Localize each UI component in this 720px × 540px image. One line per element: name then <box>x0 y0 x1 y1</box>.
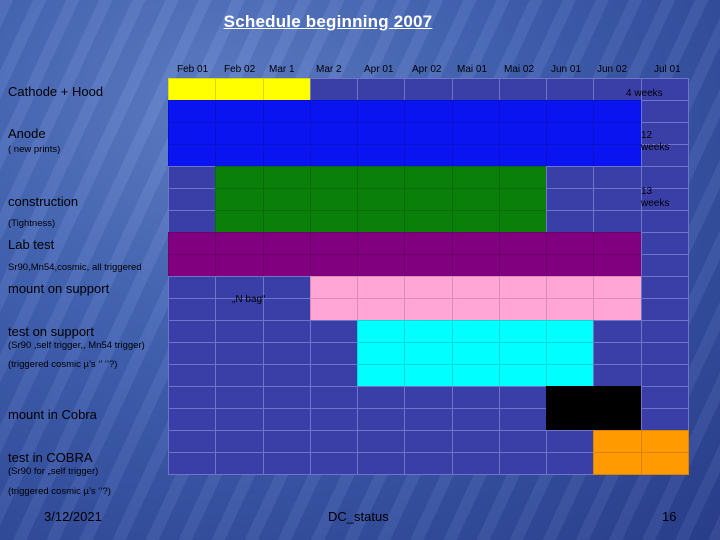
schedule-cell <box>499 122 547 145</box>
schedule-cell <box>452 254 500 277</box>
schedule-cell <box>404 408 452 431</box>
schedule-cell <box>263 386 311 409</box>
schedule-cell <box>593 276 641 299</box>
month-label: Feb 01 <box>177 64 209 75</box>
schedule-cell <box>357 144 405 167</box>
schedule-cell <box>168 144 216 167</box>
schedule-cell <box>404 386 452 409</box>
schedule-cell <box>310 166 358 189</box>
row-label-mount-cobra: mount in Cobra <box>8 407 97 422</box>
schedule-cell <box>215 254 263 277</box>
schedule-cell <box>404 364 452 387</box>
schedule-cell <box>357 430 405 453</box>
schedule-cell <box>404 144 452 167</box>
schedule-cell <box>499 276 547 299</box>
schedule-cell <box>168 364 216 387</box>
schedule-cell <box>215 122 263 145</box>
row-sub2-test-support: (triggered cosmic µ’s ‘’ ‘’?) <box>8 359 118 370</box>
schedule-cell <box>215 430 263 453</box>
schedule-cell <box>310 188 358 211</box>
row-label-cathode: Cathode + Hood <box>8 84 104 99</box>
schedule-cell <box>310 122 358 145</box>
schedule-cell <box>404 320 452 343</box>
row-sub-test-cobra: (Sr90 for „self trigger) <box>8 466 99 477</box>
schedule-cell <box>215 342 263 365</box>
schedule-cell <box>357 210 405 233</box>
schedule-cell <box>310 78 358 101</box>
schedule-cell <box>452 430 500 453</box>
schedule-cell <box>404 210 452 233</box>
schedule-cell <box>310 254 358 277</box>
schedule-cell <box>593 232 641 255</box>
schedule-cell <box>357 78 405 101</box>
schedule-cell <box>215 320 263 343</box>
schedule-cell <box>641 232 689 255</box>
schedule-cell <box>404 78 452 101</box>
schedule-cell <box>641 320 689 343</box>
row-sub-anode: ( new prints) <box>8 144 61 155</box>
schedule-cell <box>404 298 452 321</box>
schedule-cell <box>168 78 216 101</box>
row-label-construction: construction <box>8 194 79 209</box>
schedule-cell <box>499 166 547 189</box>
schedule-cell <box>499 188 547 211</box>
row-label-mount-support: mount on support <box>8 281 110 296</box>
schedule-cell <box>263 276 311 299</box>
schedule-cell <box>168 122 216 145</box>
schedule-cell <box>499 210 547 233</box>
schedule-cell <box>310 298 358 321</box>
schedule-cell <box>357 298 405 321</box>
month-label: Mai 01 <box>457 64 488 75</box>
schedule-cell <box>641 276 689 299</box>
schedule-cell <box>263 100 311 123</box>
slide-title: Schedule beginning 2007 <box>223 12 433 31</box>
month-label: Jul 01 <box>654 64 681 75</box>
schedule-cell <box>263 408 311 431</box>
schedule-cell <box>404 254 452 277</box>
schedule-cell <box>452 408 500 431</box>
month-label: Mar 1 <box>269 64 295 75</box>
schedule-cell <box>641 342 689 365</box>
schedule-cell <box>546 78 594 101</box>
schedule-cell <box>593 364 641 387</box>
schedule-cell <box>593 100 641 123</box>
schedule-cell <box>641 210 689 233</box>
schedule-cell <box>499 298 547 321</box>
schedule-cell <box>499 144 547 167</box>
schedule-cell <box>452 144 500 167</box>
schedule-cell <box>404 430 452 453</box>
schedule-cell <box>546 276 594 299</box>
schedule-cell <box>593 408 641 431</box>
schedule-grid <box>168 78 688 474</box>
schedule-cell <box>263 78 311 101</box>
schedule-cell <box>593 122 641 145</box>
schedule-cell <box>546 166 594 189</box>
schedule-cell <box>263 452 311 475</box>
schedule-cell <box>641 254 689 277</box>
schedule-cell <box>546 430 594 453</box>
schedule-cell <box>641 430 689 453</box>
schedule-cell <box>168 320 216 343</box>
schedule-cell <box>263 122 311 145</box>
schedule-cell <box>310 408 358 431</box>
schedule-cell <box>404 122 452 145</box>
schedule-cell <box>357 408 405 431</box>
schedule-cell <box>168 408 216 431</box>
row-label-test-cobra: test in COBRA <box>8 450 93 465</box>
schedule-cell <box>452 276 500 299</box>
duration-construction: 13 weeks <box>641 186 670 209</box>
schedule-cell <box>546 122 594 145</box>
schedule-cell <box>357 188 405 211</box>
schedule-cell <box>168 166 216 189</box>
schedule-cell <box>263 232 311 255</box>
schedule-cell <box>215 408 263 431</box>
month-label: Apr 01 <box>364 64 394 75</box>
schedule-cell <box>168 100 216 123</box>
schedule-cell <box>263 342 311 365</box>
annotation-n-bag: „N bag“ <box>232 294 266 305</box>
schedule-cell <box>499 386 547 409</box>
schedule-cell <box>168 298 216 321</box>
footer-title: DC_status <box>328 509 389 524</box>
schedule-cell <box>215 144 263 167</box>
schedule-cell <box>452 386 500 409</box>
schedule-cell <box>546 100 594 123</box>
schedule-cell <box>310 100 358 123</box>
schedule-cell <box>404 166 452 189</box>
schedule-cell <box>593 188 641 211</box>
row-sub2-test-cobra: (triggered cosmic µ’s ‘’?) <box>8 486 111 497</box>
schedule-cell <box>641 408 689 431</box>
schedule-cell <box>546 188 594 211</box>
schedule-cell <box>310 430 358 453</box>
row-label-labtest: Lab test <box>8 237 55 252</box>
schedule-cell <box>215 100 263 123</box>
schedule-cell <box>310 452 358 475</box>
schedule-cell <box>263 320 311 343</box>
month-label: Mai 02 <box>504 64 535 75</box>
schedule-cell <box>499 430 547 453</box>
schedule-cell <box>357 452 405 475</box>
schedule-cell <box>452 452 500 475</box>
schedule-cell <box>404 100 452 123</box>
schedule-cell <box>593 144 641 167</box>
schedule-cell <box>215 452 263 475</box>
schedule-cell <box>499 452 547 475</box>
schedule-cell <box>499 100 547 123</box>
schedule-cell <box>215 232 263 255</box>
schedule-cell <box>546 408 594 431</box>
schedule-cell <box>404 232 452 255</box>
schedule-cell <box>499 78 547 101</box>
schedule-cell <box>546 342 594 365</box>
schedule-cell <box>310 232 358 255</box>
schedule-cell <box>310 386 358 409</box>
schedule-cell <box>499 232 547 255</box>
schedule-cell <box>452 188 500 211</box>
schedule-cell <box>499 342 547 365</box>
schedule-cell <box>310 276 358 299</box>
schedule-cell <box>499 408 547 431</box>
footer-date: 3/12/2021 <box>44 509 102 524</box>
schedule-cell <box>215 188 263 211</box>
row-sub-construction: (Tightness) <box>8 218 56 229</box>
schedule-cell <box>546 386 594 409</box>
schedule-cell <box>641 298 689 321</box>
schedule-cell <box>263 364 311 387</box>
schedule-cell <box>593 210 641 233</box>
schedule-cell <box>452 232 500 255</box>
schedule-cell <box>404 342 452 365</box>
schedule-cell <box>593 166 641 189</box>
schedule-cell <box>452 342 500 365</box>
schedule-cell <box>357 386 405 409</box>
schedule-cell <box>452 122 500 145</box>
month-header <box>0 64 720 78</box>
month-label: Mar 2 <box>316 64 342 75</box>
schedule-cell <box>263 188 311 211</box>
schedule-cell <box>263 430 311 453</box>
schedule-cell <box>168 276 216 299</box>
schedule-cell <box>641 386 689 409</box>
schedule-cell <box>168 342 216 365</box>
schedule-cell <box>310 320 358 343</box>
schedule-cell <box>357 100 405 123</box>
schedule-cell <box>499 320 547 343</box>
schedule-cell <box>546 452 594 475</box>
schedule-cell <box>499 364 547 387</box>
month-label: Feb 02 <box>224 64 256 75</box>
schedule-cell <box>404 276 452 299</box>
schedule-cell <box>593 254 641 277</box>
schedule-cell <box>641 364 689 387</box>
schedule-cell <box>357 364 405 387</box>
schedule-cell <box>593 452 641 475</box>
schedule-cell <box>357 232 405 255</box>
schedule-cell <box>263 144 311 167</box>
duration-anode: 12 weeks <box>641 130 670 153</box>
schedule-cell <box>263 298 311 321</box>
schedule-cell <box>215 386 263 409</box>
schedule-cell <box>357 342 405 365</box>
schedule-cell <box>546 144 594 167</box>
month-label: Apr 02 <box>412 64 442 75</box>
schedule-cell <box>546 232 594 255</box>
slide-number: 16 <box>662 509 677 524</box>
schedule-cell <box>641 100 689 123</box>
schedule-cell <box>310 210 358 233</box>
schedule-cell <box>593 342 641 365</box>
schedule-cell <box>310 342 358 365</box>
schedule-cell <box>168 430 216 453</box>
schedule-cell <box>499 254 547 277</box>
schedule-cell <box>452 100 500 123</box>
schedule-cell <box>168 452 216 475</box>
schedule-cell <box>215 364 263 387</box>
schedule-cell <box>357 122 405 145</box>
schedule-cell <box>593 386 641 409</box>
schedule-cell <box>546 254 594 277</box>
schedule-cell <box>404 188 452 211</box>
schedule-cell <box>404 452 452 475</box>
schedule-cell <box>641 452 689 475</box>
schedule-cell <box>215 210 263 233</box>
schedule-cell <box>452 320 500 343</box>
schedule-cell <box>452 298 500 321</box>
row-sub-labtest: Sr90,Mn54,cosmic, all triggered <box>8 262 142 273</box>
schedule-cell <box>263 166 311 189</box>
schedule-cell <box>215 78 263 101</box>
schedule-cell <box>546 320 594 343</box>
schedule-cell <box>357 276 405 299</box>
schedule-cell <box>357 320 405 343</box>
row-sub-test-support: (Sr90 ,self trigger,, Mn54 trigger) <box>8 340 145 351</box>
schedule-cell <box>546 210 594 233</box>
row-label-test-support: test on support <box>8 324 94 339</box>
schedule-cell <box>168 188 216 211</box>
schedule-cell <box>263 210 311 233</box>
schedule-cell <box>546 298 594 321</box>
row-label-anode: Anode <box>8 126 46 141</box>
schedule-cell <box>357 166 405 189</box>
schedule-cell <box>310 144 358 167</box>
duration-cathode: 4 weeks <box>626 88 663 99</box>
schedule-cell <box>168 254 216 277</box>
schedule-cell <box>168 210 216 233</box>
schedule-cell <box>593 320 641 343</box>
schedule-cell <box>452 364 500 387</box>
schedule-cell <box>546 364 594 387</box>
schedule-cell <box>452 166 500 189</box>
schedule-cell <box>310 364 358 387</box>
month-label: Jun 01 <box>551 64 582 75</box>
schedule-cell <box>168 386 216 409</box>
schedule-cell <box>452 78 500 101</box>
schedule-cell <box>215 166 263 189</box>
schedule-cell <box>168 232 216 255</box>
schedule-cell <box>263 254 311 277</box>
schedule-cell <box>593 298 641 321</box>
schedule-cell <box>452 210 500 233</box>
month-label: Jun 02 <box>597 64 628 75</box>
schedule-cell <box>357 254 405 277</box>
schedule-cell <box>593 430 641 453</box>
